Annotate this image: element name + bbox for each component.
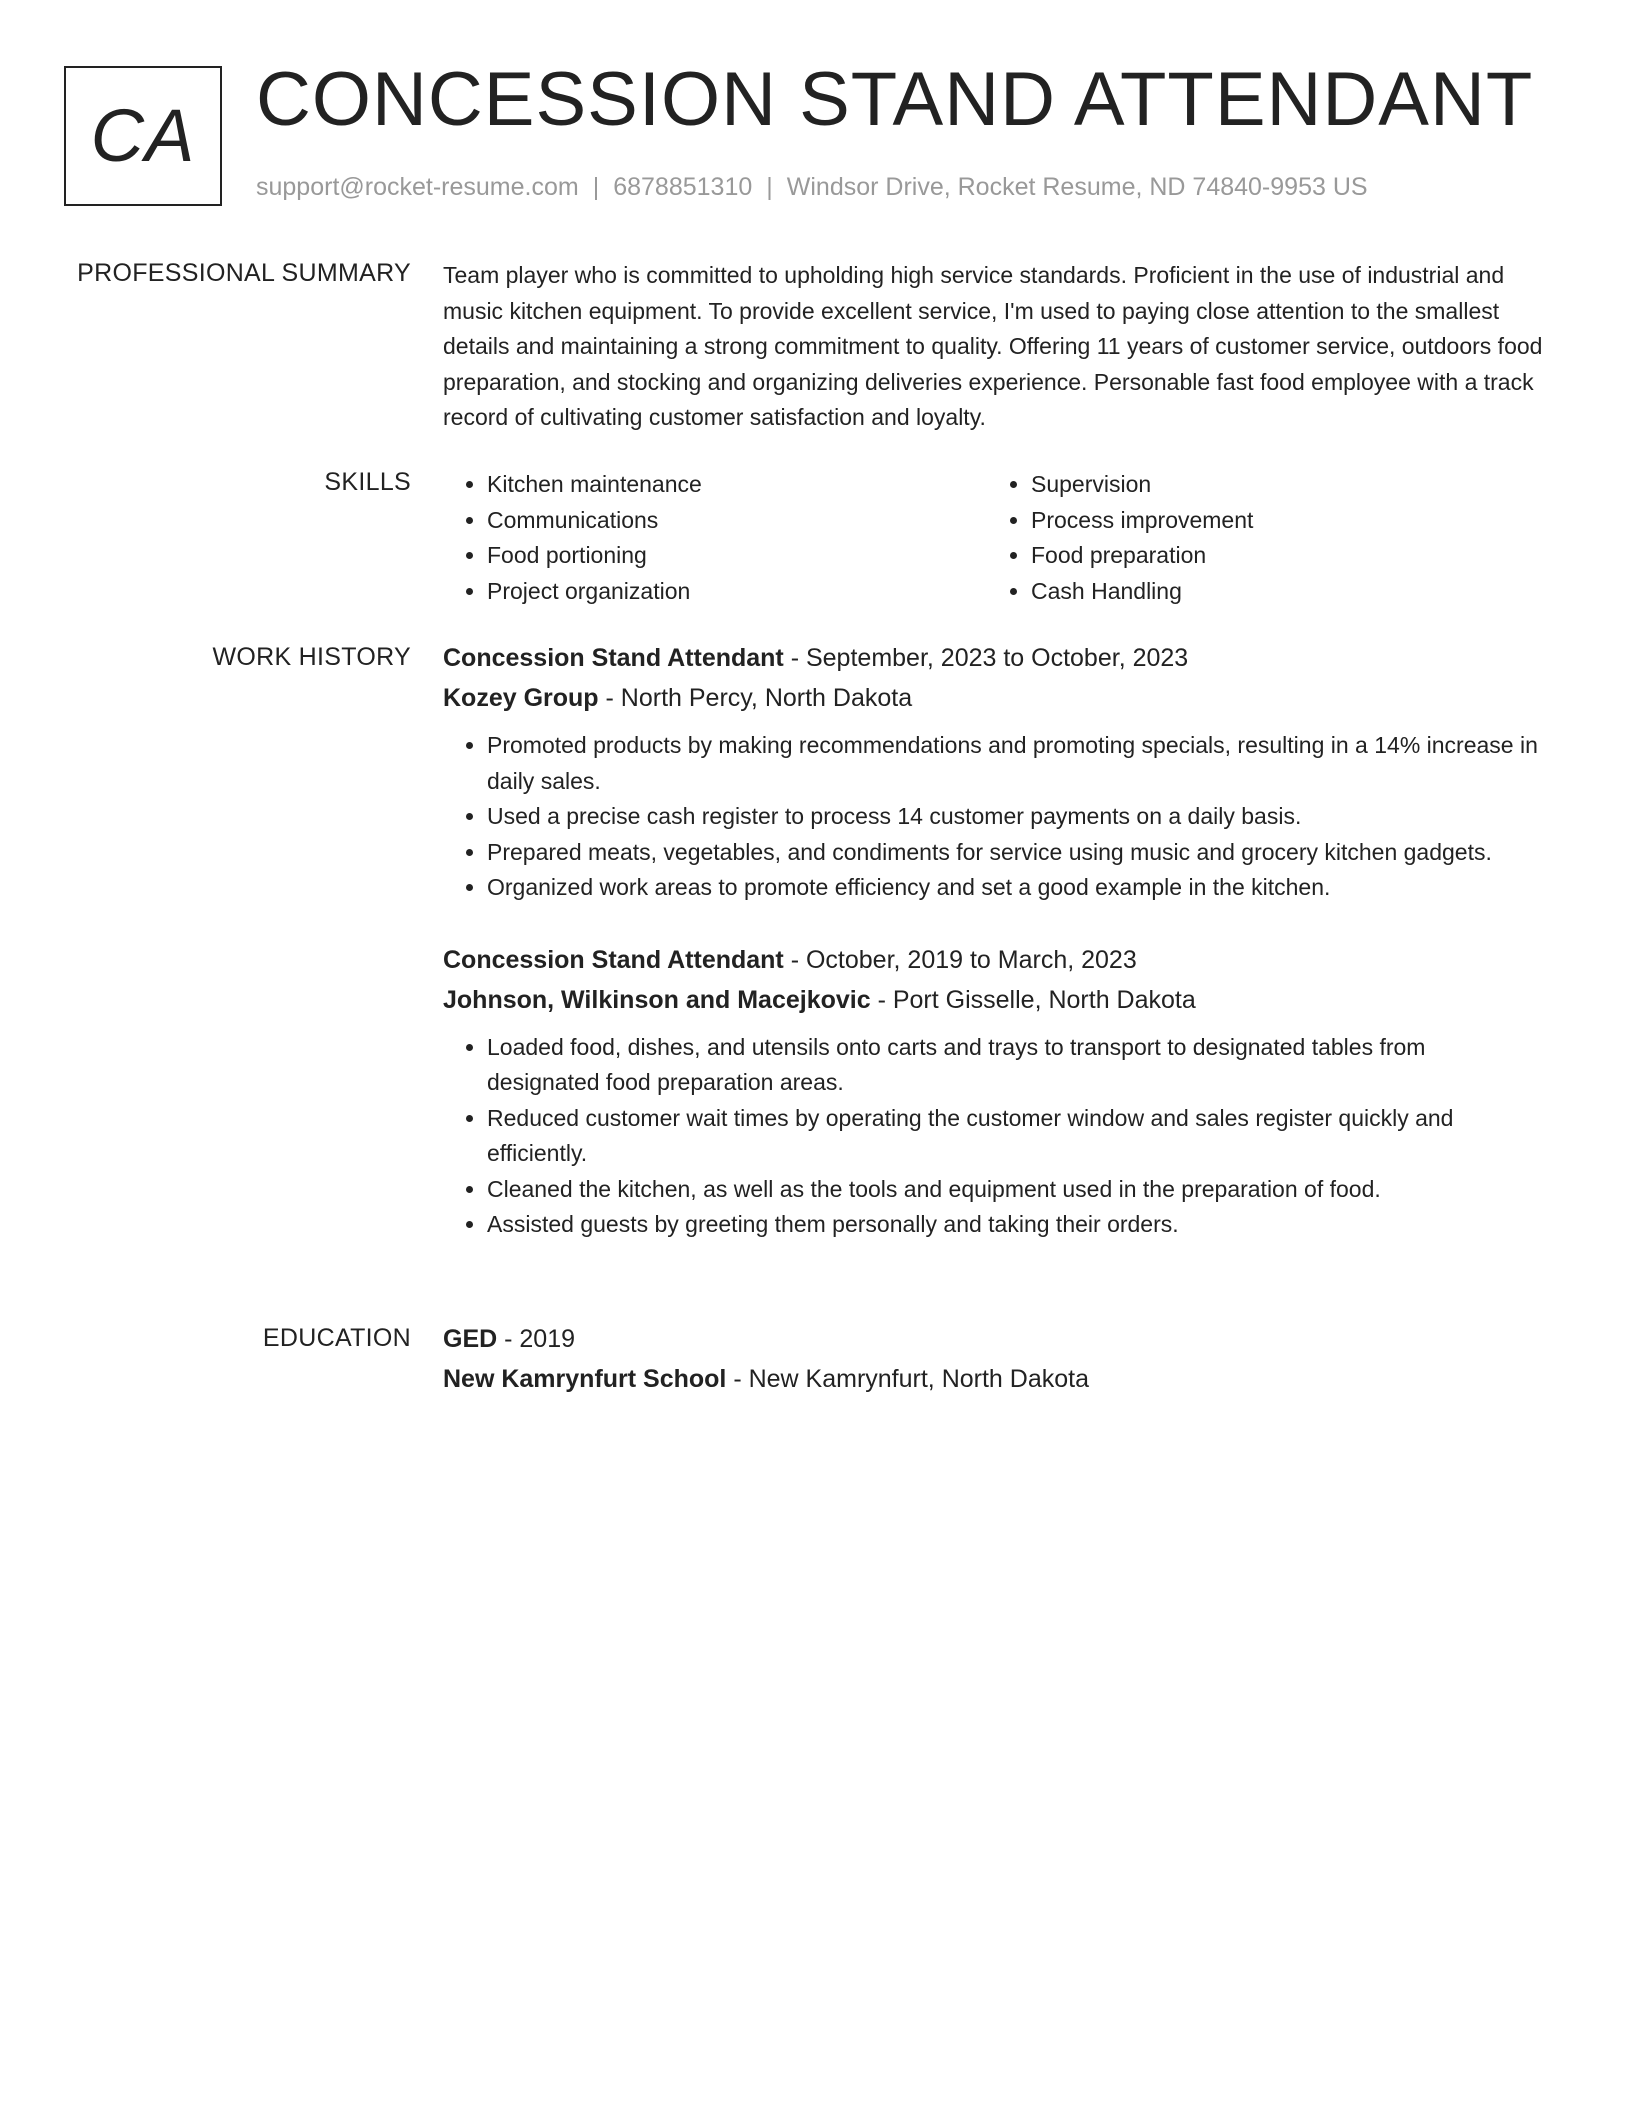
summary-body — [443, 258, 1543, 436]
resume-title: CONCESSION STAND ATTENDANT — [256, 57, 1534, 142]
education-location: - New Kamrynfurt, North Dakota — [726, 1365, 1089, 1393]
monogram-initials: CA — [90, 94, 196, 177]
job-bullets — [443, 1030, 1543, 1243]
education-body — [443, 1319, 1543, 1399]
contact-email[interactable]: support@rocket-resume.com — [256, 173, 579, 201]
skill-item: • Kitchen maintenance — [487, 467, 987, 503]
education-school: New Kamrynfurt School — [443, 1365, 727, 1393]
job-entry — [443, 940, 1543, 1243]
job-company: Johnson, Wilkinson and Macejkovic — [443, 985, 871, 1014]
education-degree-line — [443, 1319, 1543, 1359]
skill-item: • Food preparation — [1031, 538, 1531, 574]
job-company: Kozey Group — [443, 684, 599, 712]
job-location: - Port Gisselle, North Dakota — [870, 985, 1196, 1014]
education-heading: EDUCATION — [262, 1324, 411, 1352]
job-location: - North Percy, North Dakota — [598, 684, 913, 712]
contact-separator: | — [592, 173, 600, 201]
job-title-line — [443, 940, 1543, 980]
job-bullet: • Assisted guests by greeting them personally and taking their orders. — [487, 1207, 1543, 1243]
education-year: - 2019 — [497, 1325, 576, 1353]
skill-item: • Supervision — [1031, 467, 1531, 503]
job-bullet: • Cleaned the kitchen, as well as the tools and equipment used in the preparation of food. — [487, 1172, 1543, 1208]
job-company-line — [443, 980, 1543, 1020]
skills-grid — [443, 467, 1543, 609]
job-bullets — [443, 728, 1543, 906]
education-degree: GED — [443, 1325, 498, 1353]
job-dates: - September, 2023 to October, 2023 — [783, 644, 1189, 672]
job-bullet: • Promoted products by making recommendations and promoting specials, resulting in a 14% increase in daily sales. — [487, 728, 1543, 799]
skill-item: • Communications — [487, 503, 987, 539]
contact-separator: | — [766, 173, 773, 201]
skills-column-left — [443, 467, 987, 609]
job-title-line — [443, 638, 1543, 678]
skill-item: • Food portioning — [487, 538, 987, 574]
work-history-body — [443, 638, 1543, 1277]
job-company-line — [443, 678, 1543, 718]
job-title: Concession Stand Attendant — [443, 945, 784, 974]
job-bullet: • Prepared meats, vegetables, and condiments for service using music and grocery kitchen gadgets. — [487, 835, 1543, 871]
education-school-line — [443, 1359, 1543, 1399]
skills-heading: SKILLS — [324, 468, 411, 496]
job-title: Concession Stand Attendant — [443, 644, 784, 672]
job-bullet: • Used a precise cash register to process 14 customer payments on a daily basis. — [487, 799, 1543, 835]
contact-line — [256, 172, 1368, 202]
contact-address: Windsor Drive, Rocket Resume, ND 74840-9953 US — [786, 173, 1368, 201]
skill-item: • Cash Handling — [1031, 574, 1531, 610]
job-bullet: • Loaded food, dishes, and utensils onto carts and trays to transport to designated tables from designated food preparation areas. — [487, 1030, 1543, 1101]
job-dates: - October, 2019 to March, 2023 — [783, 945, 1137, 974]
monogram-box — [64, 66, 222, 206]
skills-body — [443, 467, 1543, 609]
contact-phone[interactable]: 6878851310 — [613, 173, 753, 201]
skill-item: • Project organization — [487, 574, 987, 610]
job-entry — [443, 638, 1543, 906]
skills-column-right — [987, 467, 1531, 609]
summary-text: Team player who is committed to upholding high service standards. Proficient in the use of industrial and music kitchen equipment. To provide excellent service, I'm used to paying close attention to the smallest details and maintaining a strong commitment to quality. Offering 11 years of customer service, outdoors food preparation, and stocking and organizing deliveries experience. Personable fast food employee with a track record of cultivating customer satisfaction and loyalty. — [443, 262, 1543, 430]
job-bullet: • Organized work areas to promote efficiency and set a good example in the kitchen. — [487, 870, 1543, 906]
skill-item: • Process improvement — [1031, 503, 1531, 539]
job-bullet: • Reduced customer wait times by operating the customer window and sales register quickly and efficiently. — [487, 1101, 1543, 1172]
summary-heading: PROFESSIONAL SUMMARY — [77, 259, 411, 287]
work-history-heading: WORK HISTORY — [212, 643, 411, 671]
